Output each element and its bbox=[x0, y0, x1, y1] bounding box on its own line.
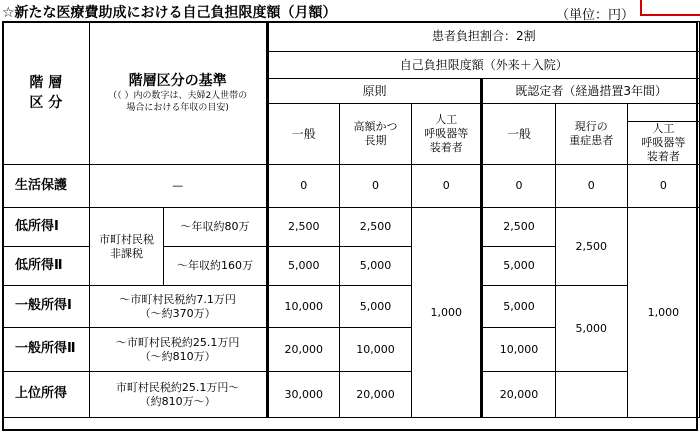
col-jinko2: 人工 呼吸器等 装着者 bbox=[627, 122, 699, 165]
cell-value: 5,000 bbox=[339, 247, 411, 286]
col-ippan2: 一般 bbox=[482, 104, 555, 165]
row-label-ippan2: 一般所得Ⅱ bbox=[3, 328, 90, 372]
ippan-genko-merged-value: 5,000 bbox=[555, 286, 627, 372]
jinko-merged-value: 1,000 bbox=[412, 208, 482, 418]
page-title: ☆新たな医療費助成における自己負担限度額（月額） bbox=[2, 5, 337, 21]
row-label-ippan1: 一般所得Ⅰ bbox=[3, 286, 90, 328]
cell-value: 30,000 bbox=[267, 372, 339, 418]
cell-value: 5,000 bbox=[267, 247, 339, 286]
cell-value: 0 bbox=[412, 165, 482, 208]
col-genko: 現行の 重症患者 bbox=[555, 104, 627, 165]
row-label-tei2: 低所得Ⅱ bbox=[3, 247, 90, 286]
kijun-joui: 市町村民税約25.1万円～ （約810万～） bbox=[89, 372, 267, 418]
kaisou-kubun-header: 階 層 区 分 bbox=[3, 22, 90, 165]
row-label-seikatsu: 生活保護 bbox=[3, 165, 90, 208]
kijun-tei2: ～年収約160万 bbox=[164, 247, 267, 286]
kijun-seikatsu: — bbox=[89, 165, 267, 208]
limit-title-header: 自己負担限度額（外来＋入院） bbox=[267, 52, 699, 79]
cell-value: 10,000 bbox=[339, 328, 411, 372]
cell-value: 0 bbox=[627, 165, 699, 208]
shichoson-hikazei: 市町村民税 非課税 bbox=[89, 208, 164, 286]
cell-value: 2,500 bbox=[482, 208, 555, 247]
row-label-joui: 上位所得 bbox=[3, 372, 90, 418]
cell-value: 20,000 bbox=[482, 372, 555, 418]
unit-label: （単位：円） bbox=[556, 8, 635, 23]
cell-value: 0 bbox=[267, 165, 339, 208]
patient-ratio-header: 患者負担割合：2割 bbox=[267, 22, 699, 52]
cell-value: 5,000 bbox=[482, 247, 555, 286]
row-label-tei1: 低所得Ⅰ bbox=[3, 208, 90, 247]
cell-value: 20,000 bbox=[339, 372, 411, 418]
kijun-ippan2: ～市町村民税約25.1万円 （～約810万） bbox=[89, 328, 267, 372]
col-ippan: 一般 bbox=[267, 104, 339, 165]
cell-value: 2,500 bbox=[267, 208, 339, 247]
cell-value: 0 bbox=[482, 165, 555, 208]
red-annotation-box bbox=[640, 0, 700, 16]
cell-value: 20,000 bbox=[267, 328, 339, 372]
cell-value: 5,000 bbox=[339, 286, 411, 328]
jinko2-merged-value: 1,000 bbox=[627, 208, 699, 418]
cell-value: 0 bbox=[339, 165, 411, 208]
cost-limit-table bbox=[2, 21, 700, 418]
kijun-ippan1: ～市町村民税約7.1万円 （～約370万） bbox=[89, 286, 267, 328]
col-jinko2-spacer bbox=[627, 104, 699, 122]
cell-value: 0 bbox=[555, 165, 627, 208]
cell-empty bbox=[555, 372, 627, 418]
kinintei-header: 既認定者（経過措置3年間） bbox=[482, 79, 700, 104]
cell-value: 10,000 bbox=[267, 286, 339, 328]
cell-value: 10,000 bbox=[482, 328, 555, 372]
kijun-header: 階層区分の基準 （（ ）内の数字は、夫婦2人世帯の 場合における年収の目安) bbox=[89, 22, 267, 165]
tei-genko-merged-value: 2,500 bbox=[555, 208, 627, 286]
cell-value: 5,000 bbox=[482, 286, 555, 328]
cell-value: 2,500 bbox=[339, 208, 411, 247]
col-jinko: 人工 呼吸器等 装着者 bbox=[412, 104, 482, 165]
gensoku-header: 原則 bbox=[267, 79, 482, 104]
col-kougaku: 高額かつ 長期 bbox=[339, 104, 411, 165]
kijun-tei1: ～年収約80万 bbox=[164, 208, 267, 247]
